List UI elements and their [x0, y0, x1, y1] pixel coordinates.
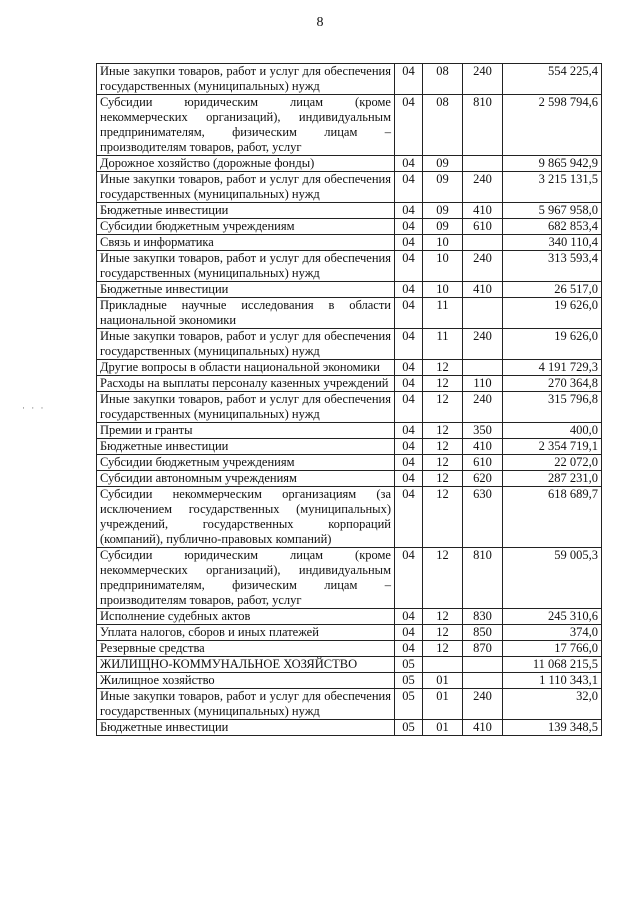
expense-name-cell: Иные закупки товаров, работ и услуг для обеспечения государственных (муниципальных) нужд [97, 64, 395, 95]
expense-type-code-cell: 240 [463, 251, 503, 282]
expense-type-code-cell: 240 [463, 329, 503, 360]
table-row [97, 471, 602, 487]
table-row [97, 625, 602, 641]
expense-name-cell: Бюджетные инвестиции [97, 203, 395, 219]
section-code-cell: 04 [395, 298, 423, 329]
expense-name-cell: ЖИЛИЩНО-КОММУНАЛЬНОЕ ХОЗЯЙСТВО [97, 657, 395, 673]
expense-name-cell: Жилищное хозяйство [97, 673, 395, 689]
subsection-code-cell: 01 [423, 673, 463, 689]
subsection-code-cell [423, 657, 463, 673]
section-code-cell: 04 [395, 172, 423, 203]
table-row [97, 548, 602, 609]
subsection-code-cell: 12 [423, 487, 463, 548]
table-row [97, 439, 602, 455]
amount-cell: 2 598 794,6 [503, 95, 602, 156]
expense-type-code-cell [463, 298, 503, 329]
subsection-code-cell: 12 [423, 392, 463, 423]
expense-type-code-cell: 620 [463, 471, 503, 487]
expense-name-cell: Дорожное хозяйство (дорожные фонды) [97, 156, 395, 172]
expense-type-code-cell [463, 156, 503, 172]
expense-name-cell: Иные закупки товаров, работ и услуг для обеспечения государственных (муниципальных) нужд [97, 172, 395, 203]
section-code-cell: 04 [395, 64, 423, 95]
expense-type-code-cell: 240 [463, 64, 503, 95]
section-code-cell: 04 [395, 329, 423, 360]
amount-cell: 400,0 [503, 423, 602, 439]
amount-cell: 19 626,0 [503, 329, 602, 360]
amount-cell: 313 593,4 [503, 251, 602, 282]
expense-type-code-cell: 240 [463, 689, 503, 720]
section-code-cell: 05 [395, 720, 423, 736]
table-row [97, 455, 602, 471]
expense-name-cell: Иные закупки товаров, работ и услуг для обеспечения государственных (муниципальных) нужд [97, 392, 395, 423]
subsection-code-cell: 09 [423, 219, 463, 235]
amount-cell: 245 310,6 [503, 609, 602, 625]
expense-name-cell: Бюджетные инвестиции [97, 439, 395, 455]
expense-type-code-cell: 810 [463, 95, 503, 156]
subsection-code-cell: 10 [423, 235, 463, 251]
expense-type-code-cell: 110 [463, 376, 503, 392]
section-code-cell: 04 [395, 282, 423, 298]
amount-cell: 374,0 [503, 625, 602, 641]
expense-type-code-cell: 350 [463, 423, 503, 439]
table-row [97, 720, 602, 736]
table-row [97, 95, 602, 156]
section-code-cell: 04 [395, 439, 423, 455]
expense-type-code-cell [463, 360, 503, 376]
expense-type-code-cell: 410 [463, 720, 503, 736]
section-code-cell: 04 [395, 360, 423, 376]
subsection-code-cell: 08 [423, 64, 463, 95]
table-row [97, 657, 602, 673]
expense-type-code-cell: 870 [463, 641, 503, 657]
expense-name-cell: Бюджетные инвестиции [97, 282, 395, 298]
amount-cell: 554 225,4 [503, 64, 602, 95]
expense-name-cell: Субсидии бюджетным учреждениям [97, 455, 395, 471]
section-code-cell: 05 [395, 673, 423, 689]
expense-name-cell: Субсидии юридическим лицам (кроме некоммерческих организаций), индивидуальным предпринимателям, физическим лицам – производителям товаров, работ, услуг [97, 548, 395, 609]
expense-name-cell: Субсидии бюджетным учреждениям [97, 219, 395, 235]
budget-table [96, 63, 602, 736]
subsection-code-cell: 12 [423, 423, 463, 439]
expense-name-cell: Расходы на выплаты персоналу казенных учреждений [97, 376, 395, 392]
expense-type-code-cell [463, 235, 503, 251]
amount-cell: 11 068 215,5 [503, 657, 602, 673]
subsection-code-cell: 12 [423, 609, 463, 625]
subsection-code-cell: 12 [423, 641, 463, 657]
amount-cell: 270 364,8 [503, 376, 602, 392]
expense-type-code-cell: 610 [463, 455, 503, 471]
expense-name-cell: Премии и гранты [97, 423, 395, 439]
expense-type-code-cell: 630 [463, 487, 503, 548]
expense-type-code-cell: 410 [463, 203, 503, 219]
amount-cell: 340 110,4 [503, 235, 602, 251]
section-code-cell: 04 [395, 423, 423, 439]
expense-type-code-cell: 830 [463, 609, 503, 625]
expense-name-cell: Бюджетные инвестиции [97, 720, 395, 736]
subsection-code-cell: 09 [423, 203, 463, 219]
expense-type-code-cell [463, 657, 503, 673]
amount-cell: 315 796,8 [503, 392, 602, 423]
amount-cell: 26 517,0 [503, 282, 602, 298]
amount-cell: 3 215 131,5 [503, 172, 602, 203]
expense-name-cell: Иные закупки товаров, работ и услуг для обеспечения государственных (муниципальных) нужд [97, 251, 395, 282]
subsection-code-cell: 10 [423, 251, 463, 282]
table-row [97, 689, 602, 720]
expense-name-cell: Связь и информатика [97, 235, 395, 251]
expense-type-code-cell: 810 [463, 548, 503, 609]
expense-name-cell: Резервные средства [97, 641, 395, 657]
expense-type-code-cell: 410 [463, 282, 503, 298]
expense-name-cell: Другие вопросы в области национальной экономики [97, 360, 395, 376]
expense-type-code-cell: 610 [463, 219, 503, 235]
section-code-cell: 04 [395, 376, 423, 392]
section-code-cell: 04 [395, 219, 423, 235]
table-row [97, 641, 602, 657]
expense-name-cell: Субсидии юридическим лицам (кроме некоммерческих организаций), индивидуальным предпринимателям, физическим лицам – производителям товаров, работ, услуг [97, 95, 395, 156]
amount-cell: 59 005,3 [503, 548, 602, 609]
section-code-cell: 04 [395, 455, 423, 471]
amount-cell: 9 865 942,9 [503, 156, 602, 172]
table-row [97, 673, 602, 689]
section-code-cell: 04 [395, 95, 423, 156]
table-row [97, 64, 602, 95]
subsection-code-cell: 01 [423, 689, 463, 720]
amount-cell: 287 231,0 [503, 471, 602, 487]
subsection-code-cell: 11 [423, 329, 463, 360]
subsection-code-cell: 12 [423, 548, 463, 609]
table-row [97, 360, 602, 376]
expense-type-code-cell [463, 673, 503, 689]
amount-cell: 22 072,0 [503, 455, 602, 471]
table-row [97, 203, 602, 219]
expense-type-code-cell: 410 [463, 439, 503, 455]
subsection-code-cell: 11 [423, 298, 463, 329]
section-code-cell: 04 [395, 641, 423, 657]
section-code-cell: 04 [395, 235, 423, 251]
table-row [97, 487, 602, 548]
subsection-code-cell: 12 [423, 439, 463, 455]
amount-cell: 139 348,5 [503, 720, 602, 736]
table-row [97, 235, 602, 251]
table-row [97, 282, 602, 298]
table-row [97, 156, 602, 172]
subsection-code-cell: 08 [423, 95, 463, 156]
section-code-cell: 04 [395, 487, 423, 548]
section-code-cell: 05 [395, 657, 423, 673]
section-code-cell: 04 [395, 471, 423, 487]
amount-cell: 682 853,4 [503, 219, 602, 235]
table-row [97, 376, 602, 392]
section-code-cell: 04 [395, 625, 423, 641]
budget-table-body [97, 64, 602, 736]
subsection-code-cell: 09 [423, 156, 463, 172]
section-code-cell: 04 [395, 392, 423, 423]
table-row [97, 609, 602, 625]
subsection-code-cell: 12 [423, 360, 463, 376]
subsection-code-cell: 12 [423, 455, 463, 471]
expense-name-cell: Иные закупки товаров, работ и услуг для обеспечения государственных (муниципальных) нужд [97, 329, 395, 360]
amount-cell: 32,0 [503, 689, 602, 720]
expense-name-cell: Субсидии автономным учреждениям [97, 471, 395, 487]
table-row [97, 219, 602, 235]
expense-name-cell: Уплата налогов, сборов и иных платежей [97, 625, 395, 641]
amount-cell: 4 191 729,3 [503, 360, 602, 376]
expense-type-code-cell: 850 [463, 625, 503, 641]
subsection-code-cell: 12 [423, 471, 463, 487]
expense-type-code-cell: 240 [463, 172, 503, 203]
table-row [97, 423, 602, 439]
subsection-code-cell: 01 [423, 720, 463, 736]
subsection-code-cell: 12 [423, 376, 463, 392]
amount-cell: 618 689,7 [503, 487, 602, 548]
subsection-code-cell: 10 [423, 282, 463, 298]
amount-cell: 2 354 719,1 [503, 439, 602, 455]
margin-mark: · · · [22, 403, 46, 413]
expense-name-cell: Субсидии некоммерческим организациям (за исключением государственных (муниципальных) учреждений, государственных корпораций (компаний), публично-правовых компаний) [97, 487, 395, 548]
expense-name-cell: Исполнение судебных актов [97, 609, 395, 625]
section-code-cell: 04 [395, 156, 423, 172]
amount-cell: 17 766,0 [503, 641, 602, 657]
amount-cell: 19 626,0 [503, 298, 602, 329]
section-code-cell: 04 [395, 251, 423, 282]
page-number: 8 [316, 15, 324, 30]
expense-name-cell: Иные закупки товаров, работ и услуг для обеспечения государственных (муниципальных) нужд [97, 689, 395, 720]
section-code-cell: 05 [395, 689, 423, 720]
section-code-cell: 04 [395, 203, 423, 219]
table-row [97, 298, 602, 329]
table-row [97, 251, 602, 282]
table-row [97, 172, 602, 203]
subsection-code-cell: 12 [423, 625, 463, 641]
amount-cell: 5 967 958,0 [503, 203, 602, 219]
expense-name-cell: Прикладные научные исследования в области национальной экономики [97, 298, 395, 329]
subsection-code-cell: 09 [423, 172, 463, 203]
amount-cell: 1 110 343,1 [503, 673, 602, 689]
table-row [97, 329, 602, 360]
section-code-cell: 04 [395, 548, 423, 609]
section-code-cell: 04 [395, 609, 423, 625]
expense-type-code-cell: 240 [463, 392, 503, 423]
table-row [97, 392, 602, 423]
